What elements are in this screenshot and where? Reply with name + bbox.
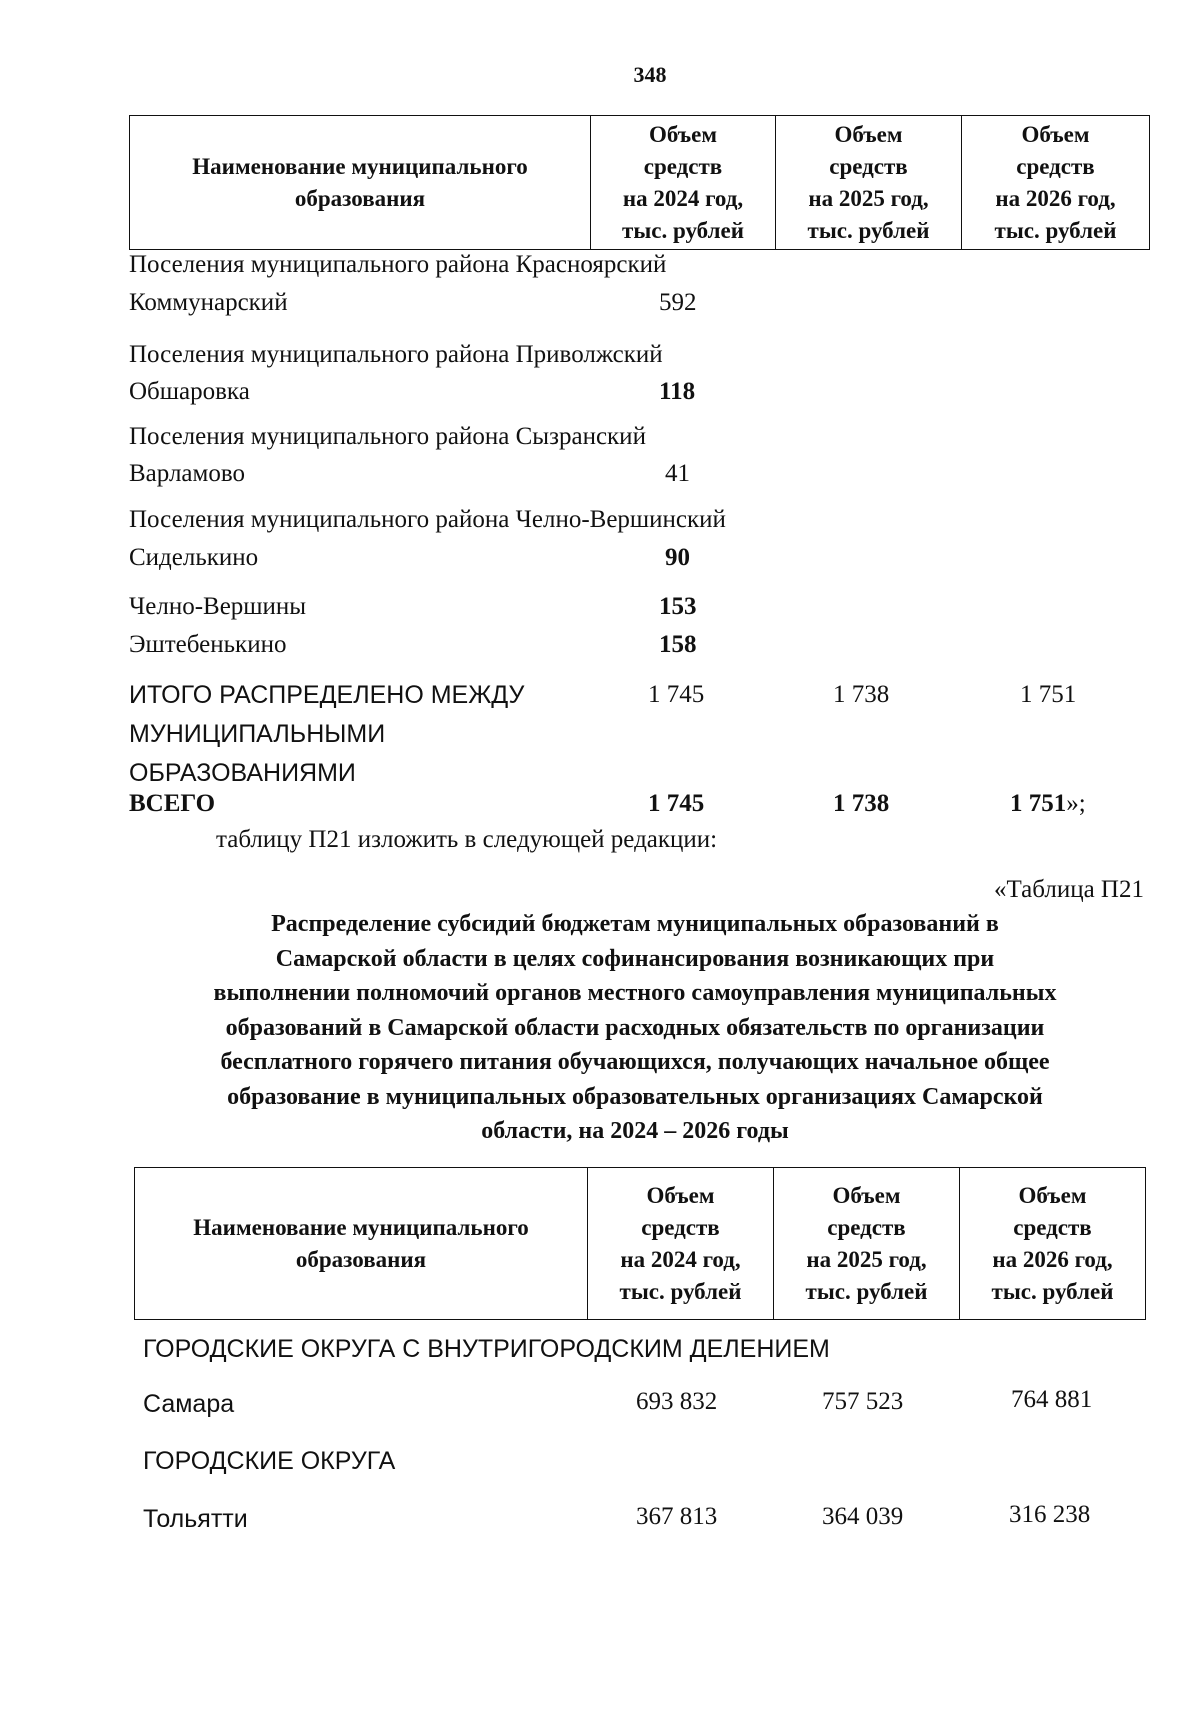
grand-total-suffix: »; <box>1066 790 1086 817</box>
grand-total-2026-wrap <box>1010 789 1086 819</box>
total-distributed-2025: 1 738 <box>833 681 890 708</box>
header-2024-line-2: средств <box>643 153 723 179</box>
header-table-2 <box>134 1167 1146 1320</box>
header-2026-line-4: тыс. рублей <box>994 217 1117 243</box>
row-value-2024: 118 <box>659 378 696 405</box>
header-2026-line-2: средств <box>1016 153 1095 179</box>
header-2026-cell <box>960 1168 1146 1320</box>
header-2024-line-4: тыс. рублей <box>619 1278 742 1304</box>
header-2025-cell <box>774 1168 960 1320</box>
title-line: образований в Самарской области расходных обязательств по организации <box>225 1014 1045 1041</box>
header-2025-cell <box>776 116 962 250</box>
header-2024-cell <box>588 1168 774 1320</box>
header-2026-cell <box>962 116 1150 250</box>
total-label-line-1: ИТОГО РАСПРЕДЕЛЕНО МЕЖДУ <box>129 681 525 709</box>
row-value-2024: 41 <box>665 460 690 487</box>
total-distributed-label <box>129 676 589 793</box>
group-label-privolzhsky: Поселения муниципального района Приволжский <box>129 341 663 368</box>
header-2025-line-3: на 2025 год, <box>808 185 929 211</box>
row-name-eshtebenkino: Эштебенькино <box>129 631 287 658</box>
header-2024-line-1: Объем <box>646 1182 715 1208</box>
group-label-chelno-vershinsky: Поселения муниципального района Челно-Вершинский <box>129 506 726 533</box>
section-label-urban-districts-with-division: ГОРОДСКИЕ ОКРУГА С ВНУТРИГОРОДСКИМ ДЕЛЕНИЕМ <box>143 1335 830 1363</box>
header-2024-line-3: на 2024 год, <box>620 1246 741 1272</box>
header-2024-line-3: на 2024 год, <box>622 185 744 211</box>
header-2024-line-1: Объем <box>648 121 718 147</box>
header-2025-line-1: Объем <box>834 121 903 147</box>
row-value-2024: 90 <box>665 544 690 571</box>
row-name-obsharovka: Обшаровка <box>129 378 250 405</box>
page-number: 348 <box>633 62 667 87</box>
tolyatti-2024: 367 813 <box>636 1503 718 1530</box>
title-line: выполнении полномочий органов местного самоуправления муниципальных <box>213 980 1057 1006</box>
table-title <box>110 907 1160 1149</box>
row-name-kommunarsky: Коммунарский <box>129 289 288 316</box>
header-2025-line-3: на 2025 год, <box>806 1246 927 1272</box>
tolyatti-2026: 316 238 <box>1009 1501 1091 1528</box>
grand-total-2024: 1 745 <box>648 790 705 817</box>
row-name-sidelkino: Сиделькино <box>129 544 259 571</box>
row-name-varlamovo: Варламово <box>129 460 245 487</box>
samara-2024: 693 832 <box>636 1388 718 1415</box>
samara-2026: 764 881 <box>1011 1386 1093 1413</box>
header-2026-line-3: на 2026 год, <box>995 185 1116 211</box>
row-value-2024: 158 <box>659 631 697 658</box>
header-2025-line-2: средств <box>829 153 908 179</box>
header-2025-line-4: тыс. рублей <box>805 1278 928 1304</box>
header-2024-line-2: средств <box>641 1214 720 1240</box>
header-2026-line-1: Объем <box>1018 1182 1087 1208</box>
row-value-2024: 153 <box>659 593 697 620</box>
header-2024-cell <box>591 116 776 250</box>
header-2026-line-3: на 2026 год, <box>992 1246 1113 1272</box>
group-label-krasnoyarsky: Поселения муниципального района Красноярский <box>129 251 667 278</box>
group-label-syzransky: Поселения муниципального района Сызранский <box>129 423 646 450</box>
title-line: Самарской области в целях софинансирования возникающих при <box>275 945 995 972</box>
samara-2025: 757 523 <box>822 1388 904 1415</box>
total-distributed-2024: 1 745 <box>648 681 705 708</box>
row-name-tolyatti: Тольятти <box>143 1505 248 1533</box>
header-col-name: Наименование муниципального образования <box>193 1214 529 1272</box>
row-name-samara: Самара <box>143 1390 235 1418</box>
title-line: бесплатного горячего питания обучающихся, получающих начальное общее <box>220 1049 1050 1075</box>
title-line: области, на 2024 – 2026 годы <box>481 1118 789 1144</box>
header-2025-line-1: Объем <box>832 1182 901 1208</box>
header-col-name: Наименование муниципального образования <box>192 153 528 211</box>
header-name-cell <box>135 1168 588 1320</box>
title-line: образование в муниципальных образовательных организациях Самарской <box>227 1083 1043 1110</box>
grand-total-2025: 1 738 <box>833 790 890 817</box>
tolyatti-2025: 364 039 <box>822 1503 904 1530</box>
header-2026-line-1: Объем <box>1021 121 1090 147</box>
table-reference: «Таблица П21 <box>994 876 1144 903</box>
grand-total-label: ВСЕГО <box>129 790 216 817</box>
header-2026-line-4: тыс. рублей <box>991 1278 1114 1304</box>
row-value-2024: 592 <box>659 289 697 316</box>
header-2024-line-4: тыс. рублей <box>622 217 744 243</box>
header-table-1 <box>129 115 1150 250</box>
total-label-line-2: МУНИЦИПАЛЬНЫМИ <box>129 720 386 748</box>
title-line: Распределение субсидий бюджетам муниципальных образований в <box>271 911 999 937</box>
total-label-line-3: ОБРАЗОВАНИЯМИ <box>129 759 356 787</box>
header-2025-line-2: средств <box>827 1214 906 1240</box>
header-name-cell <box>130 116 591 250</box>
header-2025-line-4: тыс. рублей <box>807 217 930 243</box>
section-label-urban-districts: ГОРОДСКИЕ ОКРУГА <box>143 1447 396 1475</box>
header-2026-line-2: средств <box>1013 1214 1092 1240</box>
grand-total-2026: 1 751 <box>1010 790 1067 817</box>
intro-text: таблицу П21 изложить в следующей редакции: <box>216 826 718 853</box>
total-distributed-2026: 1 751 <box>1020 681 1077 708</box>
row-name-chelno-vershiny: Челно-Вершины <box>129 593 307 620</box>
